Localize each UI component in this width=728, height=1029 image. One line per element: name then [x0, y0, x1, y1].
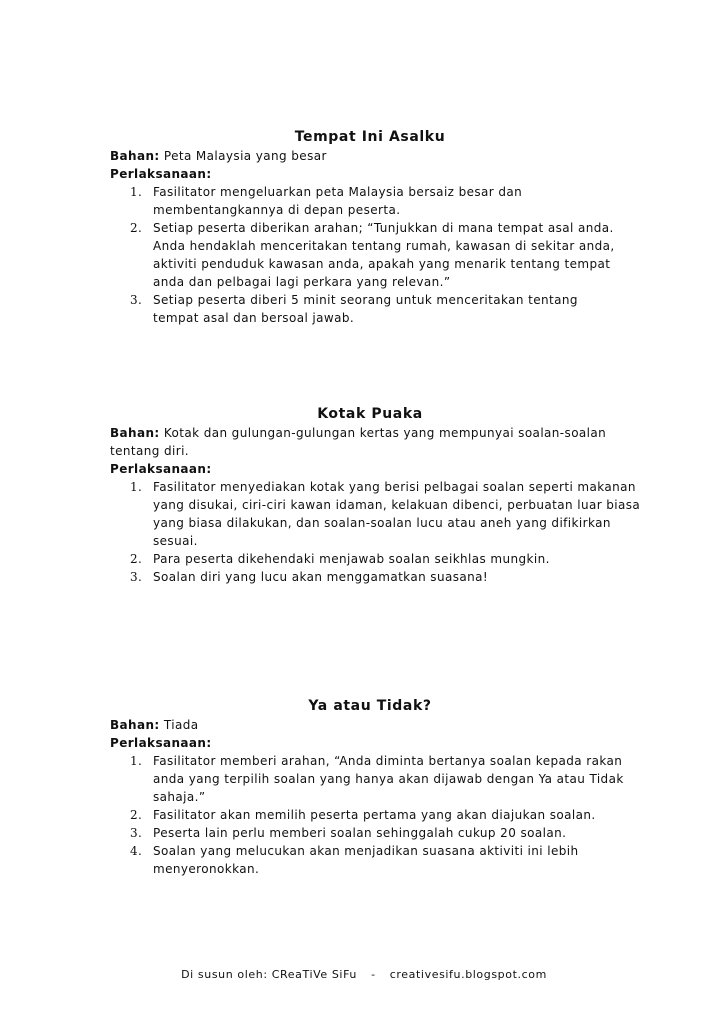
- item-text: Para peserta dikehendaki menjawab soalan seikhlas mungkin.: [153, 552, 550, 566]
- bahan-line: [110, 424, 630, 442]
- item-text: tempat asal dan bersoal jawab.: [153, 311, 355, 325]
- footer-separator: -: [371, 968, 376, 981]
- list-item: [110, 183, 630, 219]
- bahan-label: Bahan:: [110, 426, 160, 440]
- steps-list: [110, 478, 641, 586]
- item-number: 1.: [130, 185, 143, 199]
- bahan-text: Kotak dan gulungan-gulungan kertas yang mempunyai soalan-soalan: [163, 426, 607, 440]
- list-item: [110, 568, 630, 586]
- section-ya-atau-tidak: [110, 696, 630, 878]
- steps-list: [110, 183, 630, 327]
- list-item: [110, 752, 630, 806]
- item-text: Setiap peserta diberikan arahan; “Tunjukkan di mana tempat asal anda.: [153, 221, 614, 235]
- bahan-label: Bahan:: [110, 149, 160, 163]
- item-text: yang disukai, ciri-ciri kawan idaman, kelakuan dibenci, perbuatan luar biasa: [153, 498, 641, 512]
- bahan-text-continued: tentang diri.: [110, 444, 190, 458]
- item-text: Fasilitator menyediakan kotak yang berisi pelbagai soalan seperti makanan: [153, 480, 636, 494]
- item-number: 4.: [130, 844, 143, 858]
- item-text: anda yang terpilih soalan yang hanya akan dijawab dengan Ya atau Tidak: [153, 772, 624, 786]
- section-title: Kotak Puaka: [317, 406, 423, 422]
- section-title: Tempat Ini Asalku: [294, 129, 446, 145]
- bahan-line: [110, 147, 630, 165]
- bahan-line: [110, 716, 630, 734]
- item-text: Fasilitator akan memilih peserta pertama yang akan diajukan soalan.: [153, 808, 596, 822]
- section-title: Ya atau Tidak?: [308, 698, 432, 714]
- footer-credit: Di susun oleh: CReaTiVe SiFu: [181, 968, 357, 981]
- item-number: 3.: [130, 293, 143, 307]
- page-footer: [0, 968, 728, 981]
- bahan-text: Peta Malaysia yang besar: [163, 149, 327, 163]
- list-item: [110, 842, 630, 878]
- item-text: aktiviti penduduk kawasan anda, apakah yang menarik tentang tempat: [153, 257, 611, 271]
- item-text: Soalan diri yang lucu akan menggamatkan suasana!: [153, 570, 489, 584]
- perlaksanaan-label: Perlaksanaan:: [110, 462, 212, 476]
- list-item: [110, 219, 630, 291]
- item-text: Soalan yang melucukan akan menjadikan suasana aktiviti ini lebih: [153, 844, 579, 858]
- list-item: [110, 478, 641, 550]
- item-text: Anda hendaklah menceritakan tentang rumah, kawasan di sekitar anda,: [153, 239, 615, 253]
- item-text: sahaja.”: [153, 790, 206, 804]
- item-number: 1.: [130, 754, 143, 768]
- item-text: sesuai.: [153, 534, 198, 548]
- item-number: 3.: [130, 570, 143, 584]
- list-item: [110, 291, 630, 327]
- list-item: [110, 824, 630, 842]
- item-text: Setiap peserta diberi 5 minit seorang untuk menceritakan tentang: [153, 293, 578, 307]
- item-text: Fasilitator memberi arahan, “Anda diminta bertanya soalan kepada rakan: [153, 754, 623, 768]
- item-number: 2.: [130, 221, 143, 235]
- item-text: menyeronokkan.: [153, 862, 260, 876]
- item-text: membentangkannya di depan peserta.: [153, 203, 401, 217]
- perlaksanaan-label: Perlaksanaan:: [110, 736, 212, 750]
- bahan-text: Tiada: [163, 718, 199, 732]
- bahan-label: Bahan:: [110, 718, 160, 732]
- section-kotak-puaka: [110, 404, 641, 586]
- list-item: [110, 806, 630, 824]
- item-number: 3.: [130, 826, 143, 840]
- item-text: Fasilitator mengeluarkan peta Malaysia bersaiz besar dan: [153, 185, 523, 199]
- item-number: 1.: [130, 480, 143, 494]
- perlaksanaan-label: Perlaksanaan:: [110, 167, 212, 181]
- steps-list: [110, 752, 630, 878]
- item-number: 2.: [130, 808, 143, 822]
- item-number: 2.: [130, 552, 143, 566]
- item-text: anda dan pelbagai lagi perkara yang relevan.”: [153, 275, 451, 289]
- footer-site: creativesifu.blogspot.com: [389, 968, 547, 981]
- list-item: [110, 550, 630, 568]
- item-text: yang biasa dilakukan, dan soalan-soalan lucu atau aneh yang difikirkan: [153, 516, 611, 530]
- section-tempat-ini-asalku: [110, 127, 630, 327]
- item-text: Peserta lain perlu memberi soalan sehinggalah cukup 20 soalan.: [153, 826, 567, 840]
